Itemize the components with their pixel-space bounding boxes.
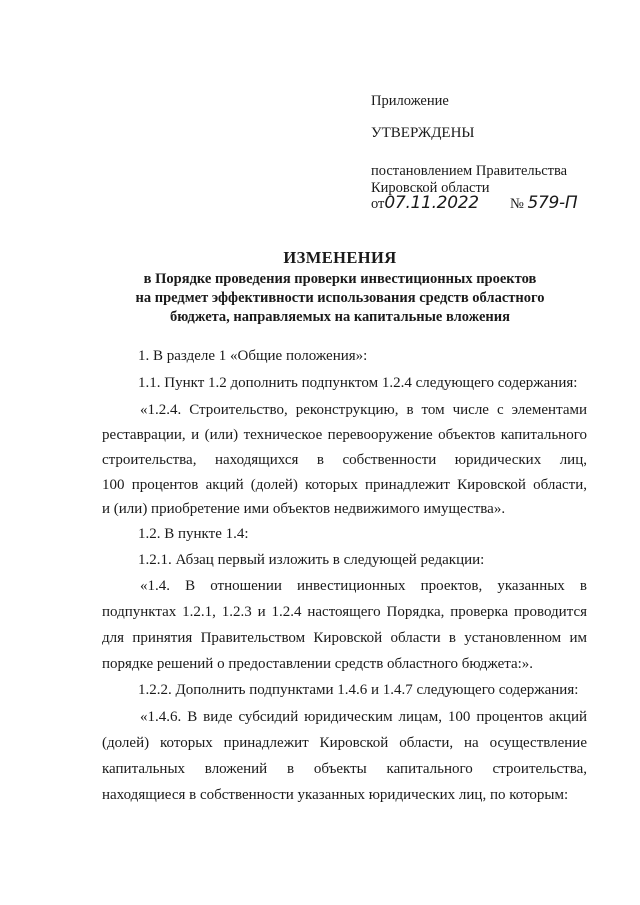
date-prefix: от	[371, 196, 385, 212]
number-value: 579-П	[527, 193, 578, 213]
paragraph-line: реставрации, и (или) техническое перевооружение объектов капитального	[102, 427, 587, 443]
date-value: 07.11.2022	[384, 193, 479, 213]
paragraph-line: строительства, находящихся в собственности юридических лиц,	[102, 452, 587, 468]
decree-line-2: Кировской области	[371, 180, 490, 196]
paragraph-line: 1. В разделе 1 «Общие положения»:	[138, 348, 368, 364]
paragraph-line: 1.2.1. Абзац первый изложить в следующей редакции:	[138, 552, 485, 568]
paragraph-line: капитальных вложений в объекты капитального строительства,	[102, 761, 587, 777]
paragraph-line: подпунктах 1.2.1, 1.2.3 и 1.2.4 настоящего Порядка, проверка проводится	[102, 604, 587, 620]
title-line-3: бюджета, направляемых на капитальные вложения	[170, 309, 510, 325]
paragraph-line: 1.1. Пункт 1.2 дополнить подпунктом 1.2.4 следующего содержания:	[138, 375, 578, 391]
title-main: ИЗМЕНЕНИЯ	[283, 248, 397, 267]
paragraph-line: находящиеся в собственности указанных юридических лиц, по которым:	[102, 787, 569, 803]
paragraph-line: «1.4. В отношении инвестиционных проектов, указанных в	[140, 578, 587, 594]
paragraph-line: порядке решений о предоставлении средств областного бюджета:».	[102, 656, 534, 672]
paragraph-line: 1.2.2. Дополнить подпунктами 1.4.6 и 1.4.7 следующего содержания:	[138, 682, 579, 698]
paragraph-line: и (или) приобретение ими объектов недвижимого имущества».	[102, 501, 506, 517]
number-prefix: №	[510, 196, 524, 212]
title-line-2: на предмет эффективности использования средств областного	[135, 290, 545, 306]
approved-label: УТВЕРЖДЕНЫ	[371, 125, 475, 141]
decree-line-1: постановлением Правительства	[371, 163, 568, 179]
paragraph-line: «1.2.4. Строительство, реконструкцию, в том числе с элементами	[140, 402, 587, 418]
document-title	[100, 248, 580, 327]
paragraph-line: 100 процентов акций (долей) которых принадлежит Кировской области,	[102, 477, 587, 493]
paragraph-line: (долей) которых принадлежит Кировской области, на осуществление	[102, 735, 587, 751]
decree-date-number	[371, 195, 577, 213]
title-line-1: в Порядке проведения проверки инвестиционных проектов	[143, 271, 537, 287]
appendix-label: Приложение	[371, 93, 449, 109]
paragraph-line: «1.4.6. В виде субсидий юридическим лицам, 100 процентов акций	[140, 709, 587, 725]
paragraph-line: для принятия Правительством Кировской области в установленном им	[102, 630, 587, 646]
paragraph-line: 1.2. В пункте 1.4:	[138, 526, 249, 542]
